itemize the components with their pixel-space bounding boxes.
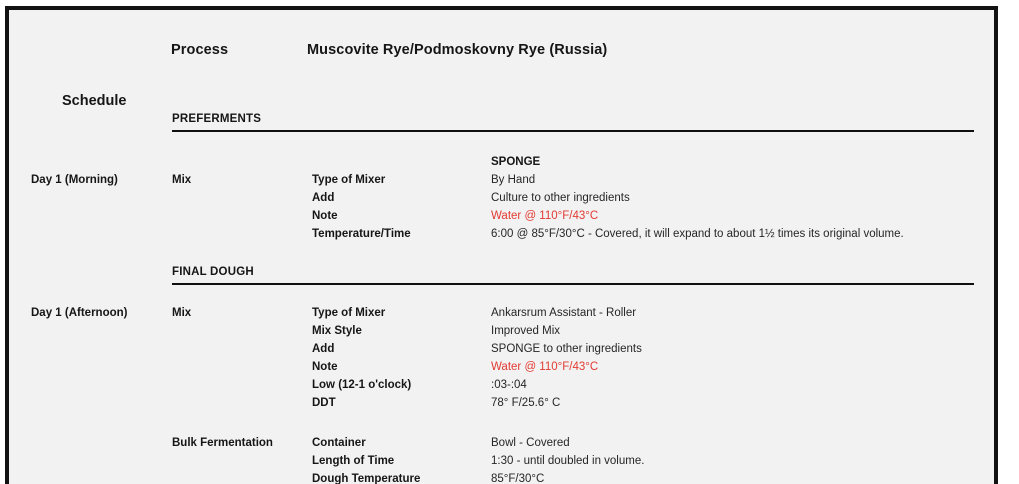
field-value: 1:30 - until doubled in volume. (491, 455, 645, 467)
section-header-preferments: PREFERMENTS (172, 113, 262, 125)
field-label: Mix Style (312, 325, 362, 337)
field-value: 6:00 @ 85°F/30°C - Covered, it will expand to about 1½ times its original volume. (491, 228, 904, 240)
field-label: Type of Mixer (312, 307, 386, 319)
activity-label-mix: Mix (172, 307, 192, 319)
field-value: Water @ 110°F/43°C (491, 361, 599, 373)
field-value: SPONGE to other ingredients (491, 343, 642, 355)
field-value: 78° F/25.6° C (491, 397, 561, 409)
field-label: DDT (312, 397, 336, 409)
field-label: Temperature/Time (312, 228, 411, 240)
recipe-schedule-sheet (5, 6, 998, 484)
field-label: Add (312, 343, 335, 355)
section-divider-final-dough (172, 283, 974, 285)
field-value: Water @ 110°F/43°C (491, 210, 599, 222)
field-value: Bowl - Covered (491, 437, 570, 449)
column-header-process: Process (171, 42, 229, 58)
day-label-preferments: Day 1 (Morning) (31, 174, 118, 186)
activity-label-mix: Mix (172, 174, 192, 186)
field-label: Length of Time (312, 455, 395, 467)
day-label-final-dough: Day 1 (Afternoon) (31, 307, 128, 319)
field-value: Improved Mix (491, 325, 561, 337)
field-label: Note (312, 210, 338, 222)
activity-label-bulk-fermentation: Bulk Fermentation (172, 437, 273, 449)
field-label: Low (12-1 o'clock) (312, 379, 412, 391)
field-value: Culture to other ingredients (491, 192, 630, 204)
field-label: Dough Temperature (312, 473, 421, 484)
field-value: :03-:04 (491, 379, 527, 391)
field-label: Container (312, 437, 366, 449)
field-value: Ankarsrum Assistant - Roller (491, 307, 637, 319)
page-title: Muscovite Rye/Podmoskovny Rye (Russia) (307, 42, 608, 58)
column-header-schedule: Schedule (62, 93, 127, 109)
section-header-final-dough: FINAL DOUGH (172, 266, 254, 278)
field-label: Note (312, 361, 338, 373)
preferment-type-label: SPONGE (491, 156, 541, 168)
field-value: 85°F/30°C (491, 473, 545, 484)
field-label: Add (312, 192, 335, 204)
field-value: By Hand (491, 174, 536, 186)
section-divider-preferments (172, 130, 974, 132)
field-label: Type of Mixer (312, 174, 386, 186)
